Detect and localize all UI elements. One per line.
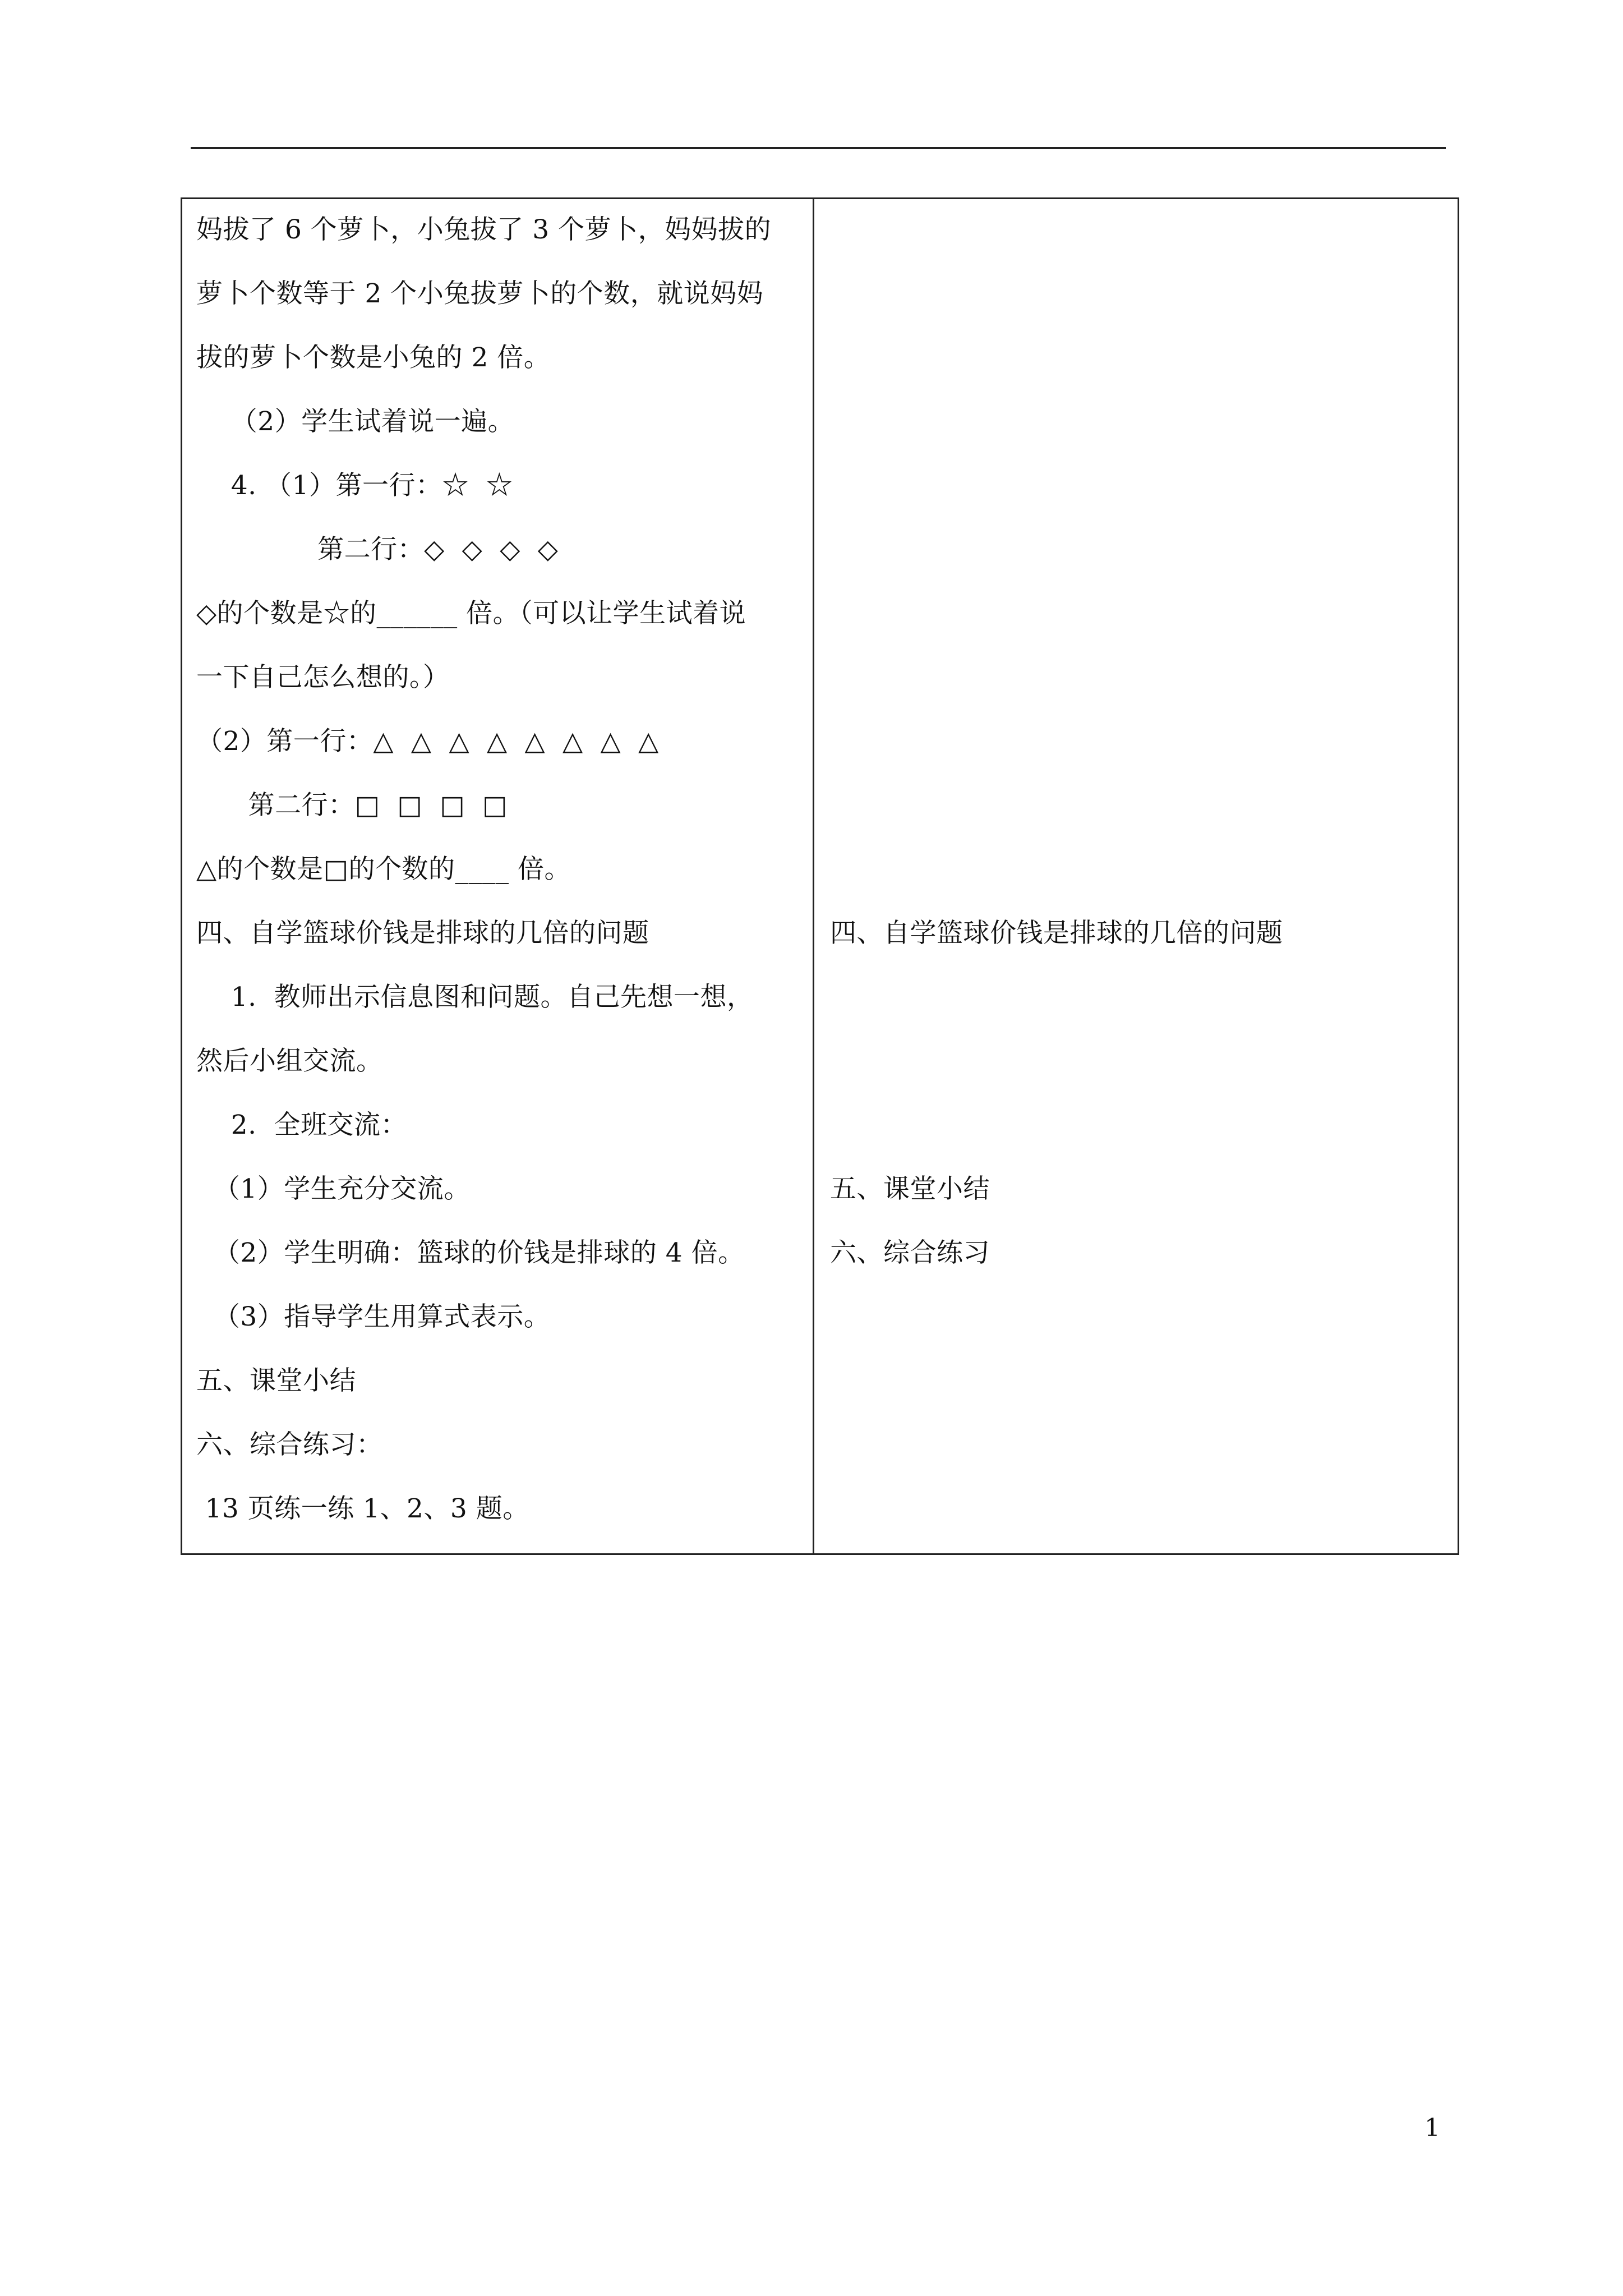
left-line: 4. （1）第一行：☆ ☆ bbox=[196, 470, 513, 501]
section-heading: 六、综合练习 bbox=[830, 1237, 990, 1268]
left-line: 13 页练一练 1、2、3 题。 bbox=[196, 1493, 529, 1524]
page-number: 1 bbox=[1424, 2114, 1440, 2142]
left-line: ◇的个数是☆的______ 倍。（可以让学生试着说 bbox=[196, 598, 746, 629]
section-heading: 五、课堂小结 bbox=[196, 1365, 356, 1396]
left-line: 2. 全班交流： bbox=[196, 1110, 407, 1140]
section-heading: 五、课堂小结 bbox=[830, 1174, 990, 1204]
left-line: 第二行：□ □ □ □ bbox=[196, 790, 508, 821]
left-line: （1）学生充分交流。 bbox=[196, 1174, 471, 1204]
left-line: （3）指导学生用算式表示。 bbox=[196, 1301, 551, 1332]
table-column-divider bbox=[813, 197, 814, 1555]
left-line: 1. 教师出示信息图和问题。自己先想一想， bbox=[196, 982, 754, 1013]
left-line: 拔的萝卜个数是小兔的 2 倍。 bbox=[196, 342, 551, 373]
left-line: （2）学生明确：篮球的价钱是排球的 4 倍。 bbox=[196, 1237, 745, 1268]
left-line: 然后小组交流。 bbox=[196, 1046, 383, 1076]
left-line: 萝卜个数等于 2 个小兔拔萝卜的个数，就说妈妈 bbox=[196, 278, 764, 309]
left-line: 一下自己怎么想的。） bbox=[196, 662, 450, 693]
left-line: 第二行：◇ ◇ ◇ ◇ bbox=[196, 534, 559, 565]
section-heading: 六、综合练习： bbox=[196, 1429, 383, 1460]
left-line: （2）第一行：△ △ △ △ △ △ △ △ bbox=[196, 726, 659, 757]
section-heading: 四、自学篮球价钱是排球的几倍的问题 bbox=[196, 918, 649, 949]
left-line: （2）学生试着说一遍。 bbox=[196, 406, 515, 437]
left-line: △的个数是□的个数的____ 倍。 bbox=[196, 854, 571, 885]
section-heading: 四、自学篮球价钱是排球的几倍的问题 bbox=[830, 918, 1283, 949]
header-rule bbox=[191, 147, 1446, 149]
left-line: 妈拔了 6 个萝卜，小兔拔了 3 个萝卜，妈妈拔的 bbox=[196, 214, 772, 245]
